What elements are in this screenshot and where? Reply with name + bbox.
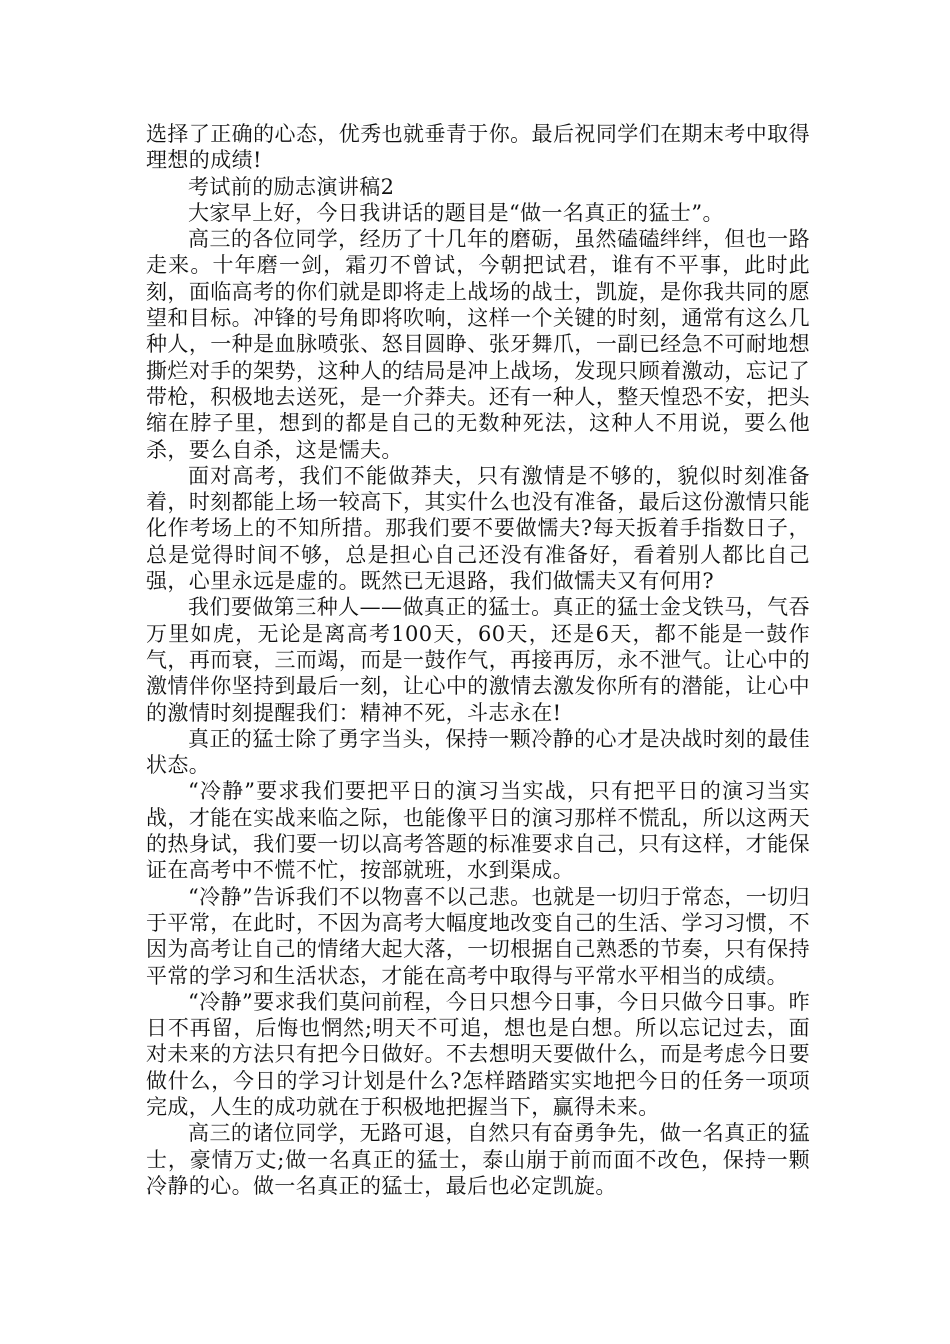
paragraph-greeting: 大家早上好，今日我讲话的题目是“做一名真正的猛士”。: [188, 200, 724, 225]
paragraph-body: “冷静”要求我们莫问前程，今日只想今日事，今日只做今日事。昨日不再留，后悔也惘然;明天不可追，想也是白想。所以忘记过去，面对未来的方法只有把今日做好。不去想明天要做什么，而是考虑今日要做什么，今日的学习计划是什么?怎样踏踏实实地把今日的任务一项项完成，人生的成功就在于积极地把握当下，赢得未来。: [146, 989, 810, 1119]
paragraph-body: “冷静”要求我们要把平日的演习当实战，只有把平日的演习当实战，才能在实战来临之际，也能像平日的演习那样不慌乱，所以这两天的热身试，我们要一切以高考答题的标准要求自己，只有这样，才能保证在高考中不慌不忙，按部就班，水到渠成。: [146, 779, 810, 883]
document-body: [146, 121, 810, 1199]
paragraph-closing: 高三的诸位同学，无路可退，自然只有奋勇争先，做一名真正的猛士，豪情万丈;做一名真正的猛士，泰山崩于前而面不改色，保持一颗冷静的心。做一名真正的猛士，最后也必定凯旋。: [146, 1121, 810, 1198]
paragraph-body: 真正的猛士除了勇字当头，保持一颗冷静的心才是决战时刻的最佳状态。: [146, 726, 810, 778]
paragraph-body: 面对高考，我们不能做莽夫，只有激情是不够的，貌似时刻准备着，时刻都能上场一较高下，其实什么也没有准备，最后这份激情只能化作考场上的不知所措。那我们要不要做懦夫?每天扳着手指数日子，总是觉得时间不够，总是担心自己还没有准备好，看着别人都比自己强，心里永远是虚的。既然已无退路，我们做懦夫又有何用?: [146, 463, 810, 594]
paragraph-body: 高三的各位同学，经历了十几年的磨砺，虽然磕磕绊绊，但也一路走来。十年磨一剑，霜刃不曾试，今朝把试君，谁有不平事，此时此刻，面临高考的你们就是即将走上战场的战士，凯旋，是你我共同的愿望和目标。冲锋的号角即将吹响，这样一个关键的时刻，通常有这么几种人，一种是血脉喷张、怒目圆睁、张牙舞爪，一副已经急不可耐地想撕烂对手的架势，这种人的结局是冲上战场，发现只顾着激动，忘记了带枪，积极地去送死，是一介莽夫。还有一种人，整天惶恐不安，把头缩在脖子里，想到的都是自己的无数种死法，这种人不用说，要么他杀，要么自杀，这是懦夫。: [146, 227, 810, 462]
speech-title: 考试前的励志演讲稿2: [188, 174, 395, 199]
paragraph-body: “冷静”告诉我们不以物喜不以己悲。也就是一切归于常态，一切归于平常，在此时，不因为高考大幅度地改变自己的生活、学习习惯，不因为高考让自己的情绪大起大落，一切根据自己熟悉的节奏，只有保持平常的学习和生活状态，才能在高考中取得与平常水平相当的成绩。: [146, 884, 810, 988]
paragraph-continuation: 选择了正确的心态，优秀也就垂青于你。最后祝同学们在期末考中取得理想的成绩!: [146, 122, 810, 173]
paragraph-body: 我们要做第三种人——做真正的猛士。真正的猛士金戈铁马，气吞万里如虎，无论是离高考100天，60天，还是6天，都不能是一鼓作气，再而衰，三而竭，而是一鼓作气，再接再厉，永不泄气。让心中的激情伴你坚持到最后一刻，让心中的激情去激发你所有的潜能，让心中的激情时刻提醒我们：精神不死，斗志永在!: [146, 595, 810, 725]
